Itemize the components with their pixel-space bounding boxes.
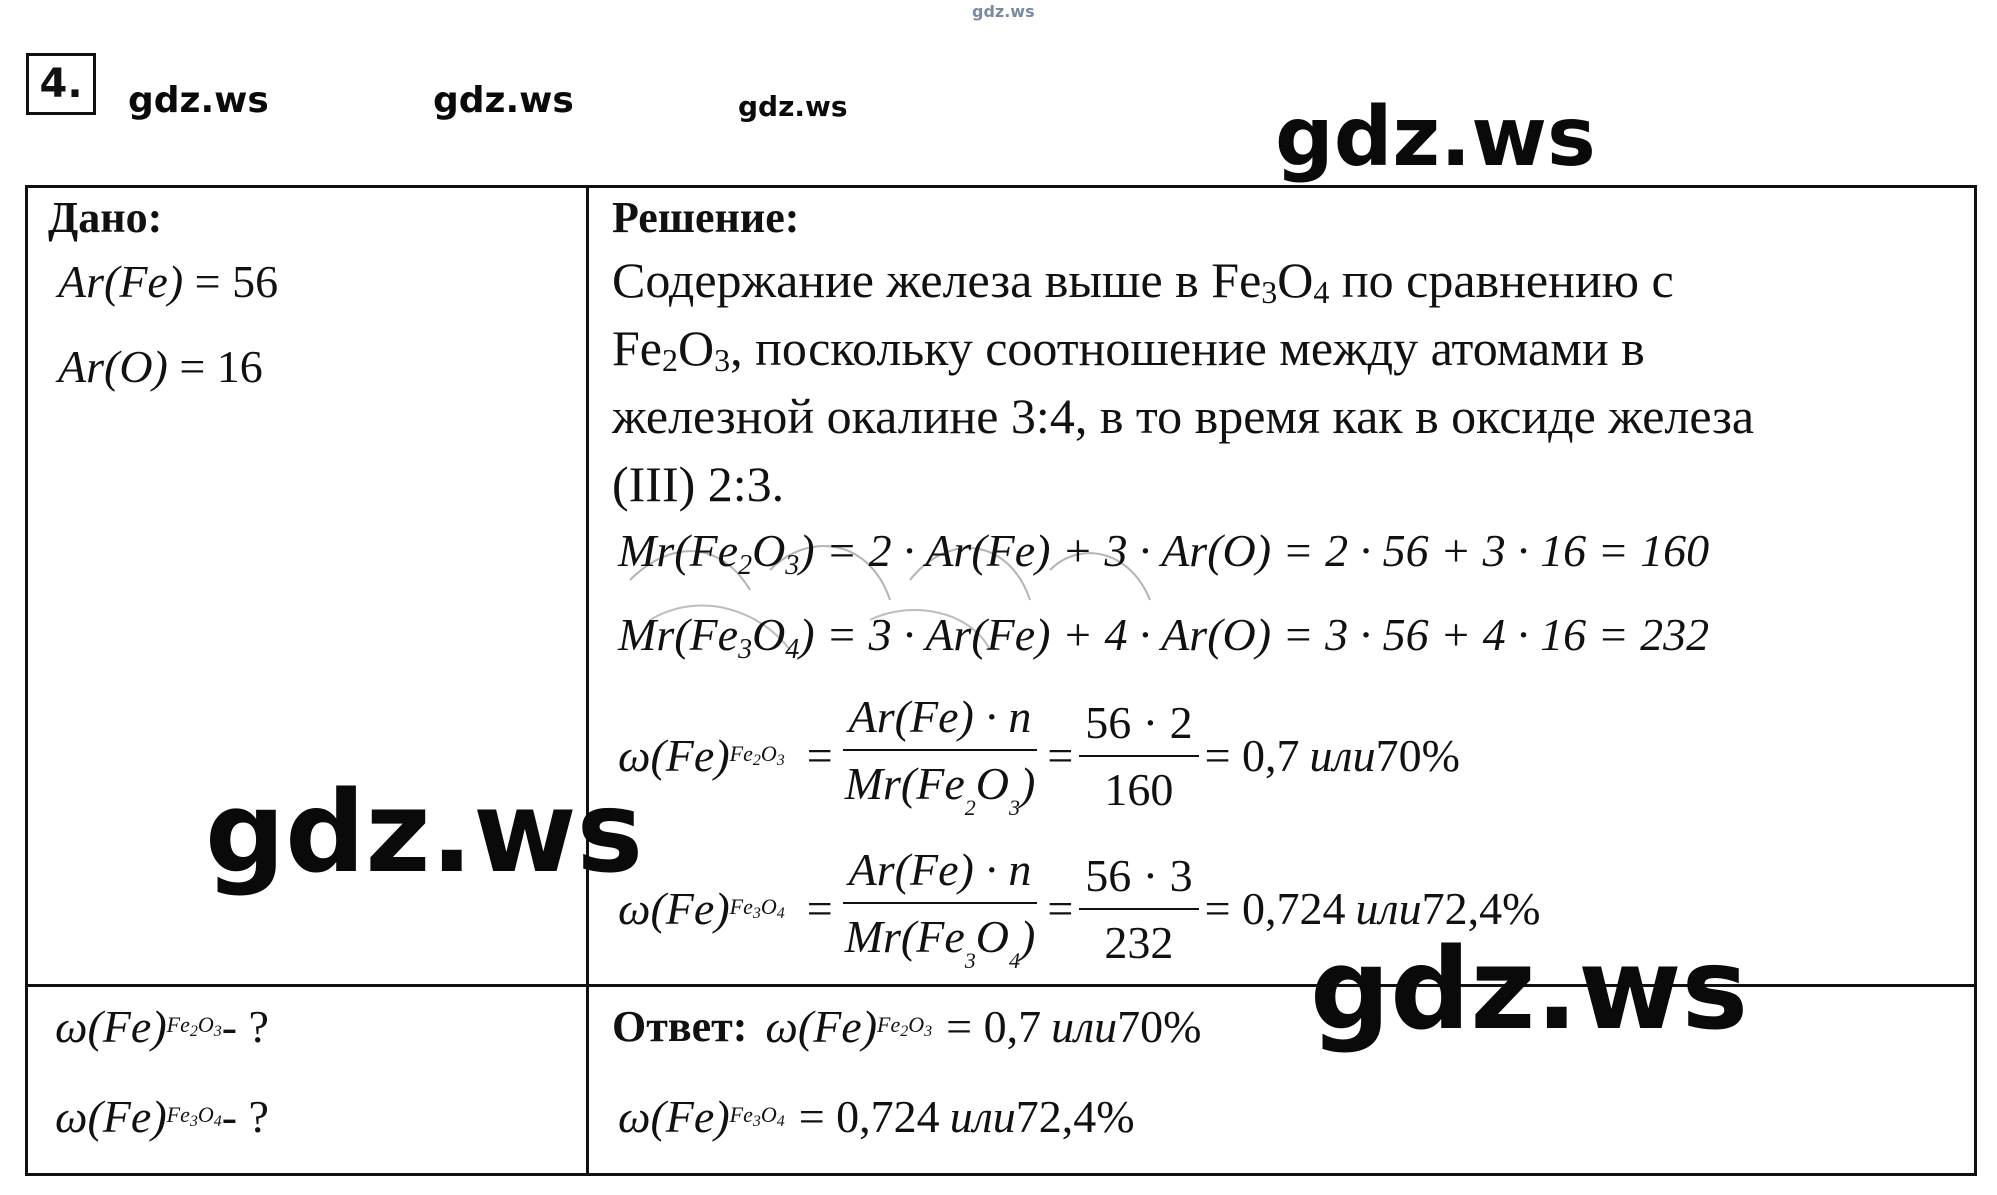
solution-heading: Решение: xyxy=(612,193,800,242)
molar-mass-fe2o3: $Mr(Fe_2O_3) = 2 \cdot Ar(Fe) + 3 \cdot Ar(O) = 2 \cdot 56 + 3 \cdot 16 = 160$ xyxy=(618,525,1710,581)
w1-fraction: $\frac{Ar(Fe) \cdot n}{Mr(Fe_2O_3)}$ xyxy=(839,690,1042,821)
solution-paragraph-line-3: железной окалине 3:4, в то время как в оксиде железа xyxy=(612,388,1755,444)
given-fe-value: = 56 xyxy=(194,256,279,307)
find-question-2 xyxy=(55,1090,269,1143)
answer-line-2: ω(Fe) $Fe_3O_4$ = 0,724 или 72,4% xyxy=(618,1091,1135,1142)
find-q2-suffix: - ? xyxy=(221,1091,269,1142)
w2-numeric-fraction: $\frac{56 \cdot 3}{232}$ xyxy=(1079,849,1198,969)
given-line-fe xyxy=(58,255,278,308)
given-heading: Дано: xyxy=(48,193,163,242)
find-question-1 xyxy=(55,1000,269,1053)
find-q2-sub: $Fe_3O_4$ xyxy=(166,1102,222,1130)
given-o-value: = 16 xyxy=(179,341,263,392)
watermark-tiny: gdz.ws xyxy=(972,2,1035,21)
find-q1-suffix: - ? xyxy=(221,1001,269,1052)
table-column-divider xyxy=(586,185,589,1176)
solution-paragraph-line-1: Содержание железа выше в $Fe_3O_4$ по сравнению с xyxy=(612,252,1674,310)
w1-numeric-fraction: $\frac{56 \cdot 2}{160}$ xyxy=(1079,696,1198,816)
mass-fraction-fe3o4: ω(Fe) $Fe_3O_4$ = $\frac{Ar(Fe) \cdot n}{Mr(Fe_3O_4)}$ = $\frac{56 \cdot 3}{232}$ = 0,724 или 72,4% xyxy=(618,844,1541,973)
watermark-small: gdz.ws xyxy=(738,90,848,123)
answer-label: Ответ: xyxy=(612,1002,748,1051)
watermark-large: gdz.ws xyxy=(1275,90,1596,185)
w2-fraction: $\frac{Ar(Fe) \cdot n}{Mr(Fe_3O_4)}$ xyxy=(839,843,1042,974)
w1-lhs: ω(Fe) xyxy=(618,730,730,781)
watermark-small: gdz.ws xyxy=(128,80,269,121)
watermark-small: gdz.ws xyxy=(433,80,574,121)
given-o-symbol: Ar(O) xyxy=(58,341,168,392)
task-number: 4. xyxy=(39,61,83,107)
find-q2-lhs: ω(Fe) xyxy=(55,1091,167,1142)
watermark-large: gdz.ws xyxy=(1310,925,1749,1055)
solution-paragraph-line-2: $Fe_2O_3$, поскольку соотношение между атомами в xyxy=(612,320,1645,378)
molar-mass-fe3o4: $Mr(Fe_3O_4) = 3 \cdot Ar(Fe) + 4 \cdot Ar(O) = 3 \cdot 56 + 4 \cdot 16 = 232$ xyxy=(618,609,1710,665)
answer-line-1: Ответ: ω(Fe) $Fe_2O_3$ = 0,7 или 70% xyxy=(612,1001,1202,1052)
watermark-large: gdz.ws xyxy=(205,768,644,898)
solution-paragraph-line-4: (III) 2:3. xyxy=(612,456,785,512)
w2-lhs: ω(Fe) xyxy=(618,883,730,934)
given-fe-symbol: Ar(Fe) xyxy=(58,256,184,307)
given-line-o xyxy=(58,340,263,393)
mass-fraction-fe2o3: ω(Fe) $Fe_2O_3$ = $\frac{Ar(Fe) \cdot n}{Mr(Fe_2O_3)}$ = $\frac{56 \cdot 2}{160}$ = 0,7 или 70% xyxy=(618,691,1460,820)
find-q1-sub: $Fe_2O_3$ xyxy=(166,1012,222,1040)
find-q1-lhs: ω(Fe) xyxy=(55,1001,167,1052)
task-number-box xyxy=(26,53,96,115)
